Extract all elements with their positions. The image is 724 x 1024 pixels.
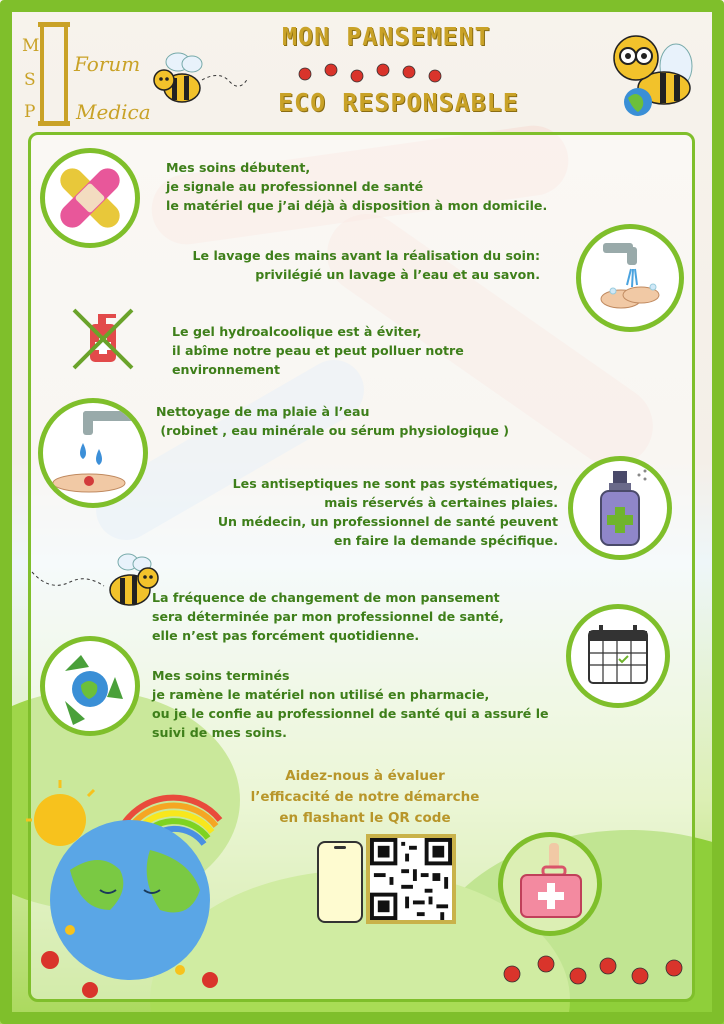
cta-line: Aidez-nous à évaluer bbox=[285, 768, 445, 784]
section-line: Mes soins débutent, bbox=[166, 160, 311, 175]
section-line: environnement bbox=[172, 362, 281, 377]
logo-text-forum: Forum bbox=[74, 52, 141, 76]
section-line: Le gel hydroalcoolique est à éviter, bbox=[172, 324, 422, 339]
calendar-icon bbox=[571, 609, 665, 703]
section-line: mais réservés à certaines plaies. bbox=[324, 495, 558, 510]
section-line: La fréquence de changement de mon pansement bbox=[152, 590, 500, 605]
no-gel-icon bbox=[68, 304, 138, 374]
bandage-icon bbox=[45, 153, 135, 243]
earth-illustration bbox=[20, 760, 250, 1010]
spray-icon bbox=[573, 461, 667, 555]
bee-icon bbox=[150, 52, 250, 107]
first-aid-kit-icon bbox=[503, 837, 597, 931]
section-line: en faire la demande spécifique. bbox=[333, 533, 558, 548]
faucet-wound-circle bbox=[38, 398, 148, 508]
section-line: le matériel que j’ai déjà à disposition à mon domicile. bbox=[166, 198, 548, 213]
bandage-circle bbox=[40, 148, 140, 248]
bee-with-glasses-icon bbox=[606, 26, 706, 122]
section-line: je ramène le matériel non utilisé en pharmacie, bbox=[152, 687, 490, 702]
section-line: il abîme notre peau et peut polluer notre bbox=[172, 343, 464, 358]
page-title-line-2: ECO RESPONSABLE bbox=[278, 88, 519, 117]
recycle-icon bbox=[45, 641, 135, 731]
section-line: ou je le confie au professionnel de santé qui a assuré le bbox=[152, 706, 549, 721]
calendar-circle bbox=[566, 604, 670, 708]
section-line: elle n’est pas forcément quotidienne. bbox=[152, 628, 420, 643]
section-1-text bbox=[166, 158, 547, 215]
logo-letter-m: M bbox=[22, 36, 40, 56]
logo-text-medica: Medica bbox=[76, 100, 151, 124]
spray-circle bbox=[568, 456, 672, 560]
logo-letter-p: P bbox=[24, 102, 36, 122]
logo-letter-s: S bbox=[24, 70, 36, 90]
handwash-circle bbox=[576, 224, 684, 332]
section-line: Mes soins terminés bbox=[152, 668, 290, 683]
phone-icon bbox=[316, 840, 364, 924]
section-line: suivi de mes soins. bbox=[152, 725, 287, 740]
section-line: (robinet , eau minérale ou sérum physiologique ) bbox=[156, 423, 510, 438]
recycle-circle bbox=[40, 636, 140, 736]
handwash-icon bbox=[581, 229, 679, 327]
section-4-text bbox=[156, 402, 509, 440]
section-line: Le lavage des mains avant la réalisation du soin: bbox=[192, 248, 540, 263]
section-3-text bbox=[172, 322, 464, 379]
section-line: Nettoyage de ma plaie à l’eau bbox=[156, 404, 370, 419]
faucet-wound-icon bbox=[43, 403, 143, 503]
section-line: privilégié un lavage à l’eau et au savon. bbox=[255, 267, 540, 282]
page-title-line-1: MON PANSEMENT bbox=[282, 22, 491, 51]
bee-icon bbox=[30, 552, 160, 612]
ladybug-row-icon bbox=[295, 62, 445, 86]
section-6-text bbox=[152, 588, 504, 645]
section-line: je signale au professionnel de santé bbox=[166, 179, 424, 194]
first-aid-circle bbox=[498, 832, 602, 936]
section-7-text bbox=[152, 666, 549, 742]
section-line: Un médecin, un professionnel de santé peuvent bbox=[217, 514, 558, 529]
section-line: Les antiseptiques ne sont pas systématiques, bbox=[232, 476, 558, 491]
cta-line: l’efficacité de notre démarche bbox=[250, 789, 480, 805]
section-2-text bbox=[170, 246, 540, 284]
qr-call-to-action bbox=[250, 766, 480, 829]
cta-line: en flashant le QR code bbox=[279, 810, 451, 826]
ladybug-row-icon bbox=[500, 950, 700, 990]
qr-code bbox=[366, 834, 456, 924]
section-line: sera déterminée par mon professionnel de santé, bbox=[152, 609, 504, 624]
section-5-text bbox=[170, 474, 558, 550]
